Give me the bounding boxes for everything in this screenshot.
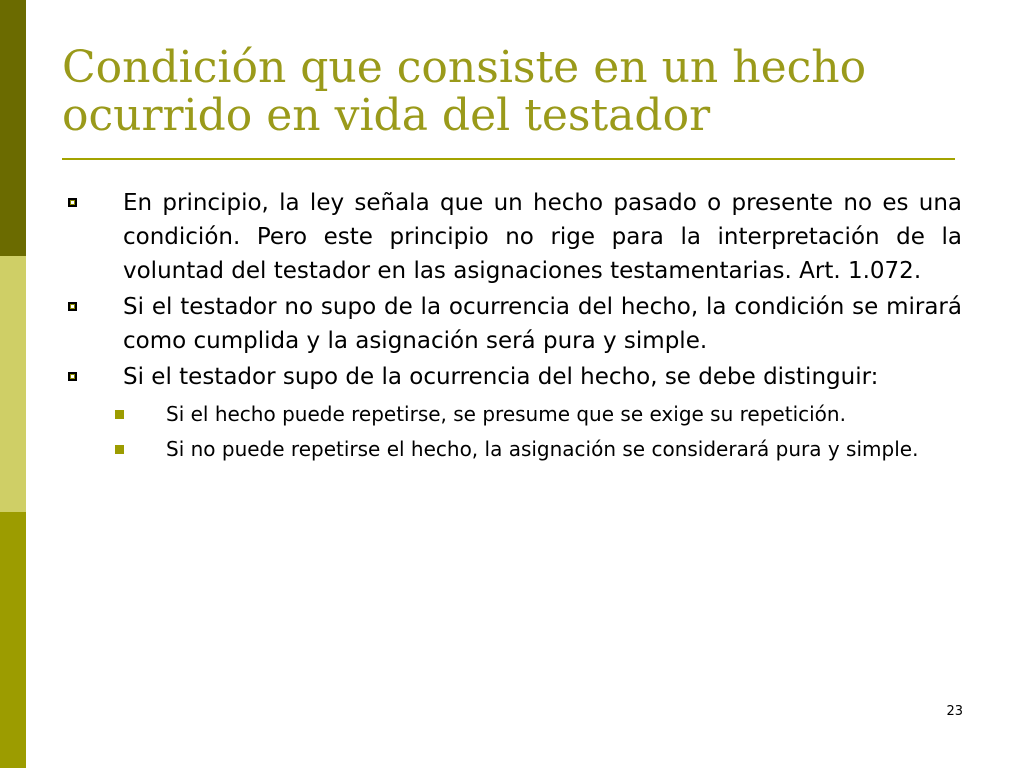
filled-square-bullet-icon xyxy=(115,410,124,419)
sub-bullet-text-1: Si el hecho puede repetirse, se presume que se exige su repetición. xyxy=(166,402,846,426)
hollow-square-bullet-icon xyxy=(68,372,77,381)
bullet-item-2 xyxy=(62,290,962,358)
sub-bullet-item-1 xyxy=(62,399,962,429)
hollow-square-bullet-icon xyxy=(68,198,77,207)
sub-bullet-text-2: Si no puede repetirse el hecho, la asignación se considerará pura y simple. xyxy=(166,437,919,461)
bullet-text-2: Si el testador no supo de la ocurrencia del hecho, la condición se mirará como cumplida y la asignación será pura y simple. xyxy=(123,294,962,354)
bullet-item-3 xyxy=(62,360,962,394)
slide-content xyxy=(62,186,962,466)
side-bar-bottom xyxy=(0,512,26,768)
slide-number: 23 xyxy=(946,704,963,719)
slide-title xyxy=(62,44,962,140)
bullet-text-3: Si el testador supo de la ocurrencia del hecho, se debe distinguir: xyxy=(123,364,879,390)
hollow-square-bullet-icon xyxy=(68,302,77,311)
filled-square-bullet-icon xyxy=(115,445,124,454)
side-bar-top xyxy=(0,0,26,256)
bullet-text-1: En principio, la ley señala que un hecho pasado o presente no es una condición. Pero este principio no rige para la interpretación de la voluntad del testador en las asignaciones testamentarias. Art. 1.072. xyxy=(123,190,962,284)
slide-title-line-2: ocurrido en vida del testador xyxy=(62,90,711,141)
side-bar-middle xyxy=(0,256,26,512)
sub-bullet-item-2 xyxy=(62,434,962,464)
slide-title-line-1: Condición que consiste en un hecho xyxy=(62,42,867,93)
title-underline xyxy=(62,158,955,160)
bullet-item-1 xyxy=(62,186,962,288)
